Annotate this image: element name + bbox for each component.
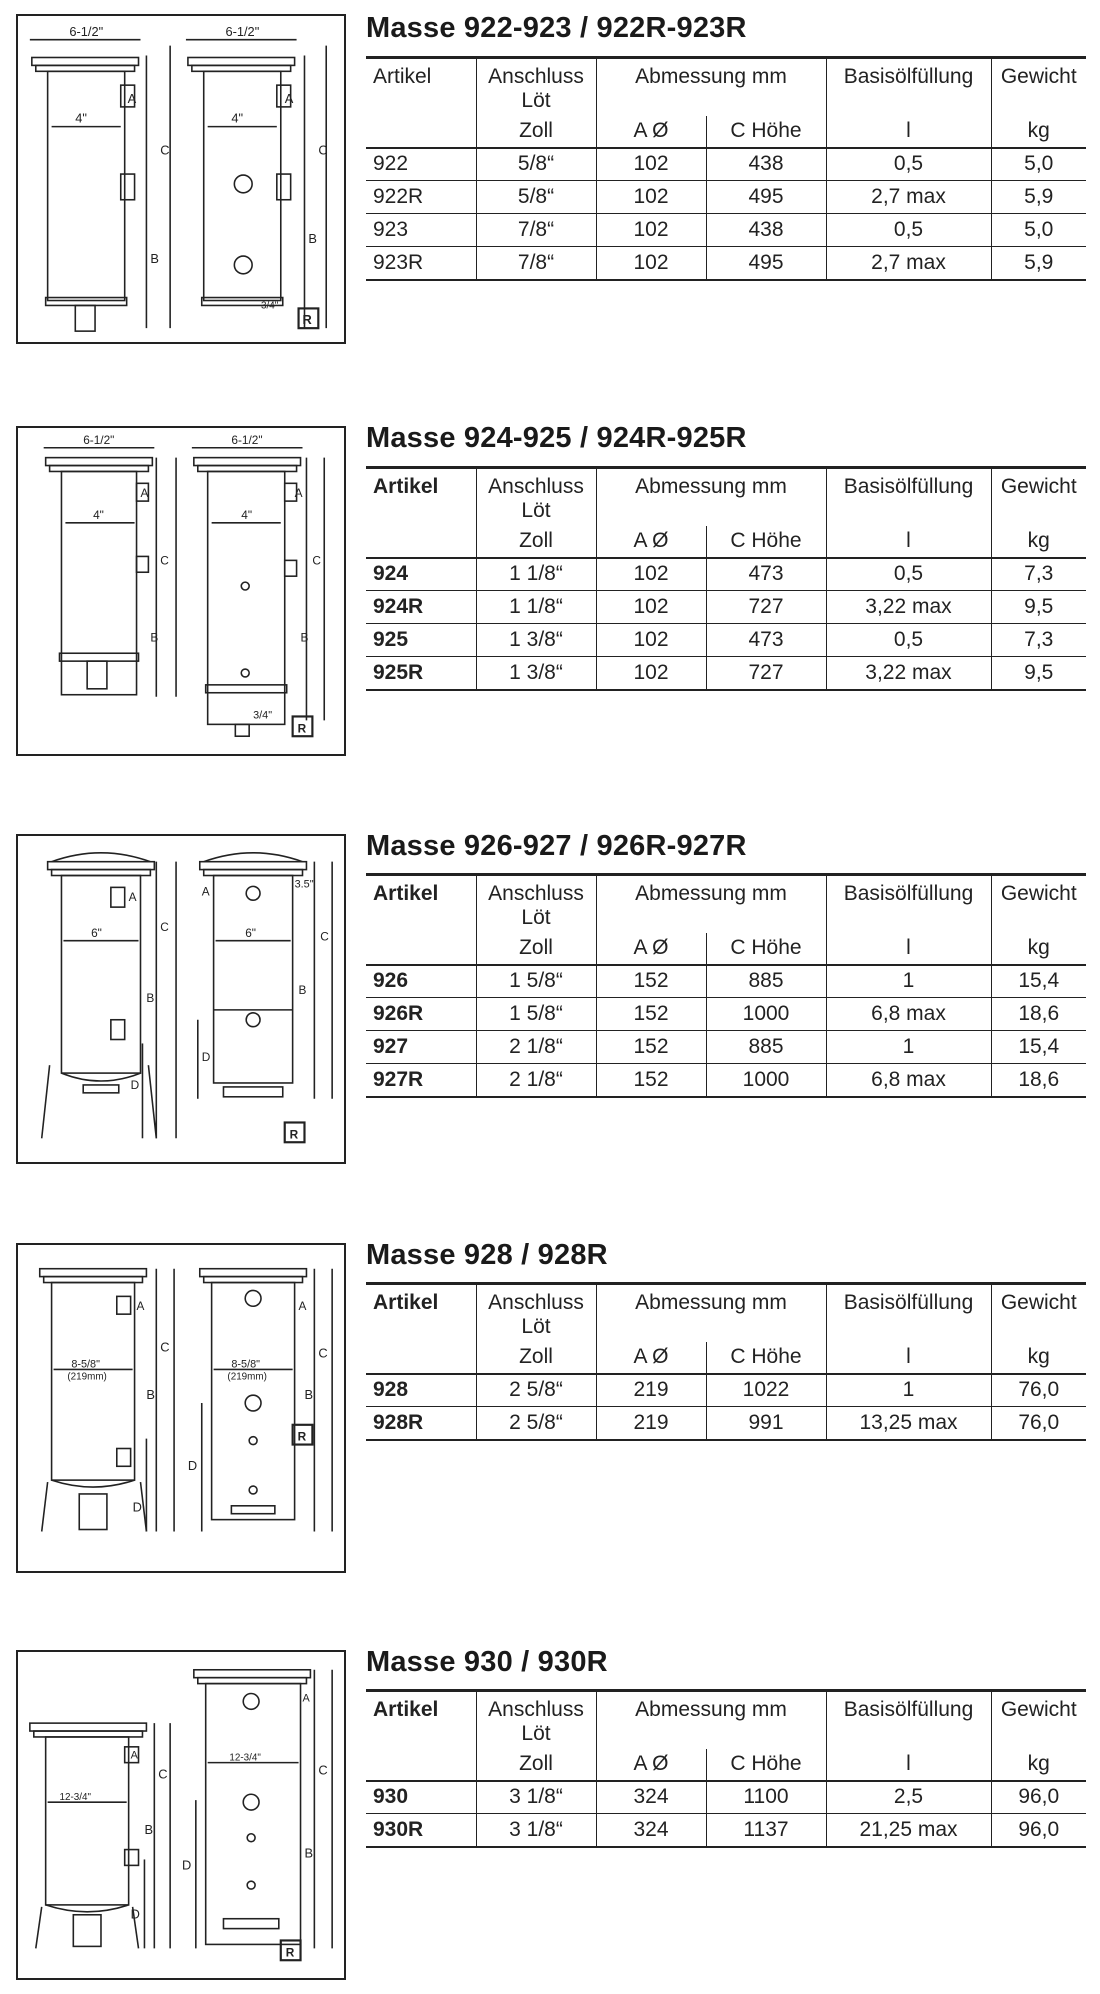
diameter-mm-left: (219mm) xyxy=(67,1371,107,1383)
spec-table-922-923 xyxy=(366,56,1086,281)
cell-kg: 5,9 xyxy=(991,181,1086,214)
cell-c: 1137 xyxy=(706,1814,826,1847)
dim-d-right: D xyxy=(181,1857,192,1873)
cell-a: 102 xyxy=(596,657,706,690)
cell-l: 2,7 max xyxy=(826,181,991,214)
header-anschluss: Anschluss Löt xyxy=(476,58,596,116)
cell-zoll: 5/8“ xyxy=(476,181,596,214)
dim-a-right: A xyxy=(294,486,303,501)
cell-artikel: 927 xyxy=(366,1031,476,1064)
cell-a: 152 xyxy=(596,1031,706,1064)
dim-a-right: A xyxy=(284,90,294,106)
cell-l: 0,5 xyxy=(826,558,991,591)
dim-c-left: C xyxy=(160,553,169,568)
dim-b-right: B xyxy=(308,231,317,247)
dim-b-left: B xyxy=(144,1821,154,1837)
header-basis: Basisölfüllung xyxy=(826,1284,991,1342)
cell-artikel: 924 xyxy=(366,558,476,591)
cell-a: 102 xyxy=(596,214,706,247)
cell-kg: 18,6 xyxy=(991,1064,1086,1097)
separator-diagram xyxy=(18,1652,344,1978)
spec-table-924-925 xyxy=(366,466,1086,691)
cell-l: 6,8 max xyxy=(826,998,991,1031)
header-gewicht: Gewicht xyxy=(991,468,1086,526)
table-row xyxy=(366,558,1086,591)
dim-b-left: B xyxy=(146,990,155,1005)
cell-zoll: 7/8“ xyxy=(476,247,596,280)
header-gewicht: Gewicht xyxy=(991,1691,1086,1749)
section-title: Masse 924-925 / 924R-925R xyxy=(366,422,747,454)
table-row xyxy=(366,1374,1086,1407)
header-zoll: Zoll xyxy=(476,1342,596,1374)
width-label-left: 6-1/2" xyxy=(83,432,115,447)
technical-drawing-926-927 xyxy=(16,834,346,1164)
diameter-label-right: 4" xyxy=(231,110,244,126)
cell-a: 152 xyxy=(596,965,706,998)
header-artikel: Artikel xyxy=(366,875,476,933)
cell-c: 473 xyxy=(706,624,826,657)
cell-l: 2,5 xyxy=(826,1781,991,1814)
cell-kg: 5,9 xyxy=(991,247,1086,280)
header-abmessung: Abmessung mm xyxy=(596,468,826,526)
cell-a: 102 xyxy=(596,558,706,591)
cell-a: 324 xyxy=(596,1781,706,1814)
table-row xyxy=(366,247,1086,280)
dim-b-right: B xyxy=(304,1387,314,1403)
cell-artikel: 926R xyxy=(366,998,476,1031)
header-zoll: Zoll xyxy=(476,933,596,965)
cell-a: 102 xyxy=(596,181,706,214)
dim-a-right: A xyxy=(298,1299,307,1314)
r-label: R xyxy=(289,1127,299,1142)
diameter-mm-right: (219mm) xyxy=(227,1371,267,1383)
header-anschluss: Anschluss Löt xyxy=(476,1691,596,1749)
header-a: A Ø xyxy=(596,116,706,148)
header-anschluss: Anschluss Löt xyxy=(476,468,596,526)
dim-b-right: B xyxy=(304,1845,314,1861)
header-basis: Basisölfüllung xyxy=(826,58,991,116)
cell-zoll: 1 5/8“ xyxy=(476,965,596,998)
diameter-label-left: 12-3/4" xyxy=(59,1792,91,1804)
header-a: A Ø xyxy=(596,933,706,965)
diameter-label-right: 12-3/4" xyxy=(229,1752,261,1764)
technical-drawing-928 xyxy=(16,1243,346,1573)
cell-zoll: 1 1/8“ xyxy=(476,591,596,624)
separator-diagram xyxy=(18,836,344,1162)
diameter-label-left: 6" xyxy=(91,925,102,940)
cell-kg: 18,6 xyxy=(991,998,1086,1031)
separator-diagram xyxy=(18,428,344,754)
header-artikel: Artikel xyxy=(366,58,476,116)
cell-c: 438 xyxy=(706,148,826,181)
table-row xyxy=(366,214,1086,247)
cell-kg: 5,0 xyxy=(991,148,1086,181)
cell-artikel: 924R xyxy=(366,591,476,624)
cell-c: 473 xyxy=(706,558,826,591)
offset-label: 3.5" xyxy=(294,878,314,891)
dim-a-left: A xyxy=(140,486,149,501)
cell-zoll: 7/8“ xyxy=(476,214,596,247)
r-label: R xyxy=(297,721,307,736)
cell-l: 2,7 max xyxy=(826,247,991,280)
cell-kg: 9,5 xyxy=(991,591,1086,624)
cell-a: 102 xyxy=(596,148,706,181)
header-gewicht: Gewicht xyxy=(991,875,1086,933)
dim-b-right: B xyxy=(300,630,309,645)
header-basis: Basisölfüllung xyxy=(826,875,991,933)
separator-diagram xyxy=(18,16,344,342)
cell-artikel: 928 xyxy=(366,1374,476,1407)
header-zoll: Zoll xyxy=(476,1749,596,1781)
header-kg: kg xyxy=(991,1749,1086,1781)
dim-b-left: B xyxy=(150,250,159,266)
cell-zoll: 1 5/8“ xyxy=(476,998,596,1031)
diameter-label-left: 4" xyxy=(75,110,88,126)
cell-a: 324 xyxy=(596,1814,706,1847)
dim-d-left: D xyxy=(132,1499,142,1515)
header-zoll: Zoll xyxy=(476,526,596,558)
cell-artikel: 930R xyxy=(366,1814,476,1847)
cell-artikel: 922 xyxy=(366,148,476,181)
cell-zoll: 3 1/8“ xyxy=(476,1814,596,1847)
cell-artikel: 927R xyxy=(366,1064,476,1097)
cell-l: 3,22 max xyxy=(826,657,991,690)
cell-kg: 15,4 xyxy=(991,1031,1086,1064)
cell-l: 13,25 max xyxy=(826,1407,991,1440)
cell-c: 1000 xyxy=(706,998,826,1031)
section-title: Masse 922-923 / 922R-923R xyxy=(366,12,747,44)
header-abmessung: Abmessung mm xyxy=(596,1691,826,1749)
cell-zoll: 1 3/8“ xyxy=(476,657,596,690)
table-row xyxy=(366,181,1086,214)
header-l: l xyxy=(826,1342,991,1374)
cell-kg: 76,0 xyxy=(991,1374,1086,1407)
section-title: Masse 928 / 928R xyxy=(366,1239,608,1271)
cell-zoll: 3 1/8“ xyxy=(476,1781,596,1814)
conn-label: 3/4" xyxy=(261,300,279,312)
dim-c-left: C xyxy=(158,1766,168,1782)
dim-c-left: C xyxy=(160,142,170,158)
r-label: R xyxy=(297,1429,307,1444)
header-kg: kg xyxy=(991,116,1086,148)
dim-d-right: D xyxy=(187,1458,198,1474)
cell-c: 885 xyxy=(706,965,826,998)
table-row xyxy=(366,998,1086,1031)
header-c: C Höhe xyxy=(706,526,826,558)
spec-table-926-927 xyxy=(366,873,1086,1098)
cell-artikel: 926 xyxy=(366,965,476,998)
dim-a-left: A xyxy=(127,90,137,106)
header-abmessung: Abmessung mm xyxy=(596,1284,826,1342)
width-label-right: 6-1/2" xyxy=(231,432,263,447)
cell-artikel: 923 xyxy=(366,214,476,247)
width-label-left: 6-1/2" xyxy=(69,23,104,39)
dim-b-left: B xyxy=(150,630,159,645)
dim-c-left: C xyxy=(160,919,169,934)
cell-l: 3,22 max xyxy=(826,591,991,624)
cell-a: 152 xyxy=(596,1064,706,1097)
table-row xyxy=(366,1781,1086,1814)
cell-zoll: 2 5/8“ xyxy=(476,1374,596,1407)
header-c: C Höhe xyxy=(706,116,826,148)
cell-kg: 15,4 xyxy=(991,965,1086,998)
cell-zoll: 1 3/8“ xyxy=(476,624,596,657)
header-l: l xyxy=(826,1749,991,1781)
header-c: C Höhe xyxy=(706,1749,826,1781)
cell-artikel: 922R xyxy=(366,181,476,214)
header-l: l xyxy=(826,116,991,148)
cell-a: 102 xyxy=(596,624,706,657)
header-kg: kg xyxy=(991,1342,1086,1374)
dim-c-right: C xyxy=(318,142,328,158)
dim-b-left: B xyxy=(146,1387,155,1403)
cell-artikel: 925 xyxy=(366,624,476,657)
table-row xyxy=(366,591,1086,624)
cell-a: 219 xyxy=(596,1374,706,1407)
dim-d-left: D xyxy=(130,1906,140,1922)
cell-artikel: 925R xyxy=(366,657,476,690)
diameter-label-left: 4" xyxy=(93,507,104,522)
header-anschluss: Anschluss Löt xyxy=(476,875,596,933)
cell-l: 6,8 max xyxy=(826,1064,991,1097)
cell-artikel: 928R xyxy=(366,1407,476,1440)
cell-l: 0,5 xyxy=(826,624,991,657)
cell-kg: 9,5 xyxy=(991,657,1086,690)
cell-zoll: 5/8“ xyxy=(476,148,596,181)
header-a: A Ø xyxy=(596,1749,706,1781)
cell-c: 1100 xyxy=(706,1781,826,1814)
spec-table-930 xyxy=(366,1689,1086,1848)
table-row xyxy=(366,1064,1086,1097)
cell-a: 102 xyxy=(596,591,706,624)
header-gewicht: Gewicht xyxy=(991,1284,1086,1342)
cell-kg: 76,0 xyxy=(991,1407,1086,1440)
header-artikel: Artikel xyxy=(366,468,476,526)
table-row xyxy=(366,1031,1086,1064)
cell-l: 0,5 xyxy=(826,148,991,181)
table-row xyxy=(366,1407,1086,1440)
header-a: A Ø xyxy=(596,526,706,558)
cell-l: 21,25 max xyxy=(826,1814,991,1847)
diameter-label-right: 6" xyxy=(245,925,257,940)
cell-kg: 7,3 xyxy=(991,624,1086,657)
dim-a-right: A xyxy=(201,884,210,899)
cell-c: 727 xyxy=(706,657,826,690)
conn-label: 3/4" xyxy=(253,709,273,722)
cell-a: 219 xyxy=(596,1407,706,1440)
cell-c: 885 xyxy=(706,1031,826,1064)
header-a: A Ø xyxy=(596,1342,706,1374)
cell-artikel: 930 xyxy=(366,1781,476,1814)
cell-c: 727 xyxy=(706,591,826,624)
table-row xyxy=(366,1814,1086,1847)
cell-artikel: 923R xyxy=(366,247,476,280)
cell-l: 1 xyxy=(826,965,991,998)
cell-zoll: 2 5/8“ xyxy=(476,1407,596,1440)
diameter-label-right: 4" xyxy=(241,507,253,522)
dim-a-left: A xyxy=(130,1749,138,1762)
cell-kg: 5,0 xyxy=(991,214,1086,247)
dim-a-left: A xyxy=(128,890,137,905)
header-zoll: Zoll xyxy=(476,116,596,148)
technical-drawing-922-923 xyxy=(16,14,346,344)
header-anschluss: Anschluss Löt xyxy=(476,1284,596,1342)
diameter-label-right: 8-5/8" xyxy=(231,1358,260,1371)
header-artikel: Artikel xyxy=(366,1691,476,1749)
cell-c: 1022 xyxy=(706,1374,826,1407)
width-label-right: 6-1/2" xyxy=(225,23,260,39)
cell-l: 1 xyxy=(826,1374,991,1407)
dim-c-left: C xyxy=(160,1339,170,1355)
table-row xyxy=(366,624,1086,657)
section-title: Masse 926-927 / 926R-927R xyxy=(366,830,747,862)
cell-kg: 7,3 xyxy=(991,558,1086,591)
table-row xyxy=(366,148,1086,181)
technical-drawing-924-925 xyxy=(16,426,346,756)
cell-l: 1 xyxy=(826,1031,991,1064)
dim-c-right: C xyxy=(320,929,329,944)
dim-b-right: B xyxy=(298,983,307,998)
r-label: R xyxy=(302,312,312,328)
cell-c: 1000 xyxy=(706,1064,826,1097)
spec-table-928 xyxy=(366,1282,1086,1441)
technical-drawing-930 xyxy=(16,1650,346,1980)
cell-kg: 96,0 xyxy=(991,1814,1086,1847)
cell-zoll: 2 1/8“ xyxy=(476,1064,596,1097)
r-label: R xyxy=(285,1945,295,1960)
cell-c: 991 xyxy=(706,1407,826,1440)
header-basis: Basisölfüllung xyxy=(826,1691,991,1749)
cell-zoll: 2 1/8“ xyxy=(476,1031,596,1064)
cell-c: 495 xyxy=(706,247,826,280)
header-c: C Höhe xyxy=(706,933,826,965)
cell-kg: 96,0 xyxy=(991,1781,1086,1814)
separator-diagram xyxy=(18,1245,344,1571)
cell-c: 495 xyxy=(706,181,826,214)
cell-l: 0,5 xyxy=(826,214,991,247)
header-basis: Basisölfüllung xyxy=(826,468,991,526)
header-kg: kg xyxy=(991,933,1086,965)
header-kg: kg xyxy=(991,526,1086,558)
diameter-label-left: 8-5/8" xyxy=(71,1358,100,1371)
dim-a-right: A xyxy=(302,1692,310,1705)
header-c: C Höhe xyxy=(706,1342,826,1374)
cell-zoll: 1 1/8“ xyxy=(476,558,596,591)
dim-d-right: D xyxy=(201,1050,211,1065)
dim-c-right: C xyxy=(318,1762,328,1778)
dim-d-left: D xyxy=(130,1077,140,1092)
cell-c: 438 xyxy=(706,214,826,247)
dim-c-right: C xyxy=(312,553,321,568)
dim-c-right: C xyxy=(318,1345,328,1361)
cell-a: 102 xyxy=(596,247,706,280)
header-l: l xyxy=(826,526,991,558)
header-abmessung: Abmessung mm xyxy=(596,58,826,116)
cell-a: 152 xyxy=(596,998,706,1031)
header-gewicht: Gewicht xyxy=(991,58,1086,116)
header-l: l xyxy=(826,933,991,965)
table-row xyxy=(366,657,1086,690)
dim-a-left: A xyxy=(136,1299,145,1314)
header-artikel: Artikel xyxy=(366,1284,476,1342)
table-row xyxy=(366,965,1086,998)
header-abmessung: Abmessung mm xyxy=(596,875,826,933)
section-title: Masse 930 / 930R xyxy=(366,1646,608,1678)
